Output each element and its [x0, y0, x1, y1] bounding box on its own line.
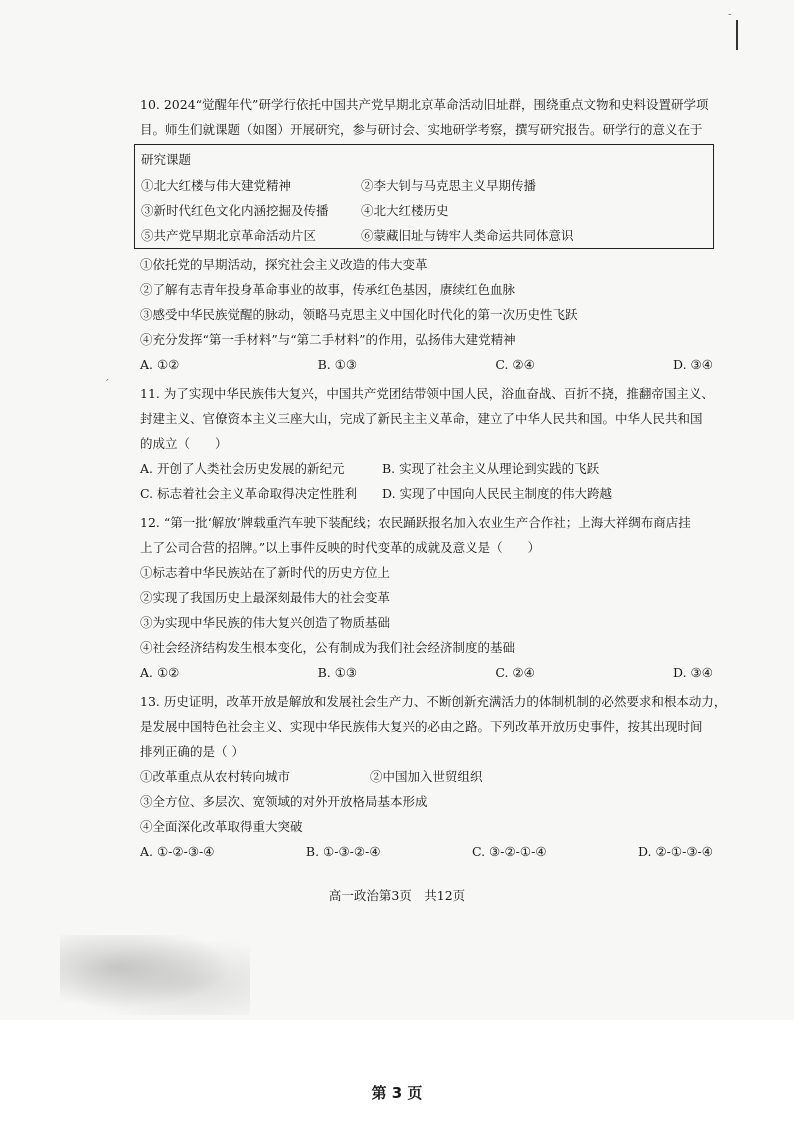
research-topic-item: ②李大钊与马克思主义早期传播 [361, 178, 537, 193]
question-12-options [140, 660, 725, 685]
question-10 [140, 92, 725, 377]
research-topics-title: 研究课题 [141, 152, 192, 167]
research-topic-item: ⑤共产党早期北京革命活动片区 [141, 228, 317, 243]
option-b[interactable]: B. ①③ [317, 357, 358, 372]
option-d[interactable]: D. ②-①-③-④ [637, 844, 713, 859]
question-13-stem-line: 排列正确的是（ ） [140, 744, 244, 759]
question-13-stem-line: 是发展中国特色社会主义、实现中华民族伟大复兴的必由之路。下列改革开放历史事件，按其出现时间 [140, 719, 703, 734]
option-b[interactable]: B. ①③ [317, 665, 358, 680]
scan-smudge [60, 935, 250, 1015]
option-a[interactable]: A. 开创了人类社会历史发展的新纪元 [140, 461, 345, 476]
statement-item: ①改革重点从农村转向城市 [140, 769, 291, 784]
question-11-stem-line: 的成立（ ） [140, 436, 228, 451]
question-12 [140, 510, 725, 685]
option-d[interactable]: D. ③④ [673, 357, 713, 372]
statement-item: ②实现了我国历史上最深刻最伟大的社会变革 [140, 590, 391, 605]
statement-item: ①标志着中华民族站在了新时代的历史方位上 [140, 565, 391, 580]
statement-item: ④全面深化改革取得重大突破 [140, 819, 303, 834]
statement-item: ①依托党的早期活动，探究社会主义改造的伟大变革 [140, 257, 428, 272]
research-topic-item: ③新时代红色文化内涵挖掘及传播 [141, 203, 329, 218]
statement-item: ③为实现中华民族的伟大复兴创造了物质基础 [140, 615, 391, 630]
statement-item: ②中国加入世贸组织 [370, 769, 483, 784]
option-a[interactable]: A. ①-②-③-④ [140, 844, 215, 859]
page-footer: 高一政治第3页 共12页 [328, 888, 466, 903]
option-c[interactable]: C. 标志着社会主义革命取得决定性胜利 [140, 486, 358, 501]
statement-item: ④充分发挥“第一手材料”与“第二手材料”的作用，弘扬伟大建党精神 [140, 332, 516, 347]
research-topics-box [134, 144, 714, 249]
question-11-stem-line: 封建主义、官僚资本主义三座大山，完成了新民主主义革命，建立了中华人民共和国。中华人民共和国 [140, 411, 703, 426]
scan-margin-mark [733, 20, 738, 50]
question-10-stem-line: 10. 2024“觉醒年代”研学行依托中国共产党早期北京革命活动旧址群，围绕重点文物和史料设置研学项 [140, 97, 709, 112]
question-10-stem-line: 目。师生们就课题（如图）开展研究，参与研讨会、实地研学考察，撰写研究报告。研学行的意义在于 [140, 122, 703, 137]
option-d[interactable]: D. ③④ [673, 665, 713, 680]
option-b[interactable]: B. ①-③-②-④ [305, 844, 381, 859]
option-c[interactable]: C. ②④ [495, 357, 535, 372]
stray-mark: ˊ [104, 378, 110, 391]
research-topics-grid [141, 173, 705, 248]
statement-item: ②了解有志青年投身革命事业的故事，传承红色基因，赓续红色血脉 [140, 282, 516, 297]
question-content [140, 92, 725, 864]
question-13 [140, 689, 725, 864]
question-12-stem-line: 上了公司合营的招牌。”以上事件反映的时代变革的成就及意义是（ ） [140, 540, 541, 555]
option-d[interactable]: D. 实现了中国向人民民主制度的伟大跨越 [382, 486, 613, 501]
option-a[interactable]: A. ①② [140, 357, 180, 372]
option-c[interactable]: C. ②④ [495, 665, 535, 680]
page-number-label: 第 3 页 [371, 1084, 423, 1102]
question-11-options [140, 456, 725, 506]
research-topic-item: ④北大红楼历史 [361, 203, 449, 218]
statement-row [140, 764, 725, 789]
option-b[interactable]: B. 实现了社会主义从理论到实践的飞跃 [382, 461, 600, 476]
question-12-stem-line: 12. “第一批‘解放’牌载重汽车驶下装配线；农民踊跃报名加入农业生产合作社；上海大祥绸布商店挂 [140, 515, 691, 530]
research-topic-item: ①北大红楼与伟大建党精神 [141, 178, 292, 193]
scan-margin-tick: ˉ [727, 14, 732, 24]
statement-item: ③全方位、多层次、宽领域的对外开放格局基本形成 [140, 794, 428, 809]
question-13-options [140, 839, 725, 864]
question-11-stem-line: 11. 为了实现中华民族伟大复兴，中国共产党团结带领中国人民，浴血奋战、百折不挠，推翻帝国主义、 [140, 386, 714, 401]
option-c[interactable]: C. ③-②-①-④ [471, 844, 547, 859]
question-10-options [140, 352, 725, 377]
question-11 [140, 381, 725, 506]
statement-item: ③感受中华民族觉醒的脉动，领略马克思主义中国化时代化的第一次历史性飞跃 [140, 307, 578, 322]
statement-item: ④社会经济结构发生根本变化，公有制成为我们社会经济制度的基础 [140, 640, 516, 655]
research-topic-item: ⑥蒙藏旧址与铸牢人类命运共同体意识 [361, 228, 574, 243]
option-a[interactable]: A. ①② [140, 665, 180, 680]
question-13-stem-line: 13. 历史证明，改革开放是解放和发展社会生产力、不断创新充满活力的体制机制的必然要求和根本动力， [140, 694, 727, 709]
